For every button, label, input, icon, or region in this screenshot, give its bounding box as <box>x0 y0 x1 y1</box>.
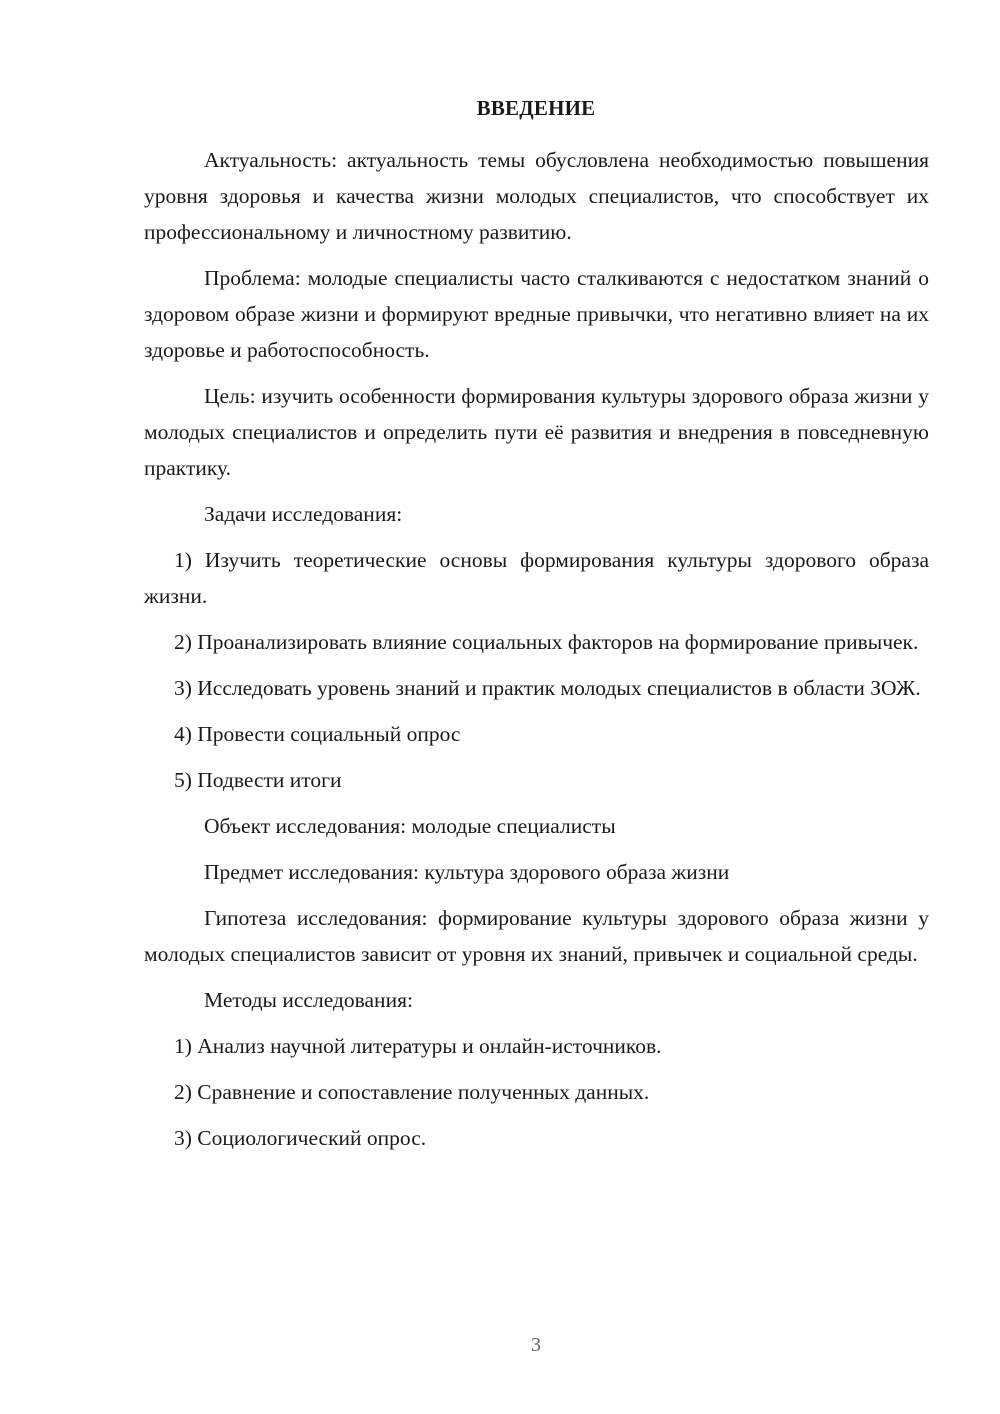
method-item-3: 3) Социологический опрос. <box>174 1126 427 1150</box>
method-item-2: 2) Сравнение и сопоставление полученных данных. <box>174 1080 650 1104</box>
goal-paragraph: Цель: изучить особенности формирования культуры здорового образа жизни у молодых специалистов и определить пути её развития и внедрения в повседневную практику. <box>144 384 929 480</box>
relevance-paragraph: Актуальность: актуальность темы обусловлена необходимостью повышения уровня здоровья и качества жизни молодых специалистов, что способствует их профессиональному и личностному развитию. <box>144 148 929 244</box>
problem-paragraph: Проблема: молодые специалисты часто сталкиваются с недостатком знаний о здоровом образе жизни и формируют вредные привычки, что негативно влияет на их здоровье и работоспособность. <box>144 266 929 362</box>
task-item-5: 5) Подвести итоги <box>174 768 342 792</box>
page-number: 3 <box>531 1334 541 1356</box>
section-heading: ВВЕДЕНИЕ <box>476 96 596 120</box>
task-item-4: 4) Провести социальный опрос <box>174 722 461 746</box>
task-item-2: 2) Проанализировать влияние социальных факторов на формирование привычек. <box>174 630 919 654</box>
methods-heading: Методы исследования: <box>204 988 413 1012</box>
method-item-1: 1) Анализ научной литературы и онлайн-источников. <box>174 1034 662 1058</box>
task-item-3: 3) Исследовать уровень знаний и практик молодых специалистов в области ЗОЖ. <box>174 676 921 700</box>
research-object: Объект исследования: молодые специалисты <box>204 814 616 838</box>
task-item-1: 1) Изучить теоретические основы формирования культуры здорового образа жизни. <box>144 548 929 608</box>
hypothesis-paragraph: Гипотеза исследования: формирование культуры здорового образа жизни у молодых специалистов зависит от уровня их знаний, привычек и социальной среды. <box>144 906 929 966</box>
research-subject: Предмет исследования: культура здорового образа жизни <box>204 860 730 884</box>
document-body <box>144 142 929 1166</box>
tasks-heading: Задачи исследования: <box>204 502 403 526</box>
